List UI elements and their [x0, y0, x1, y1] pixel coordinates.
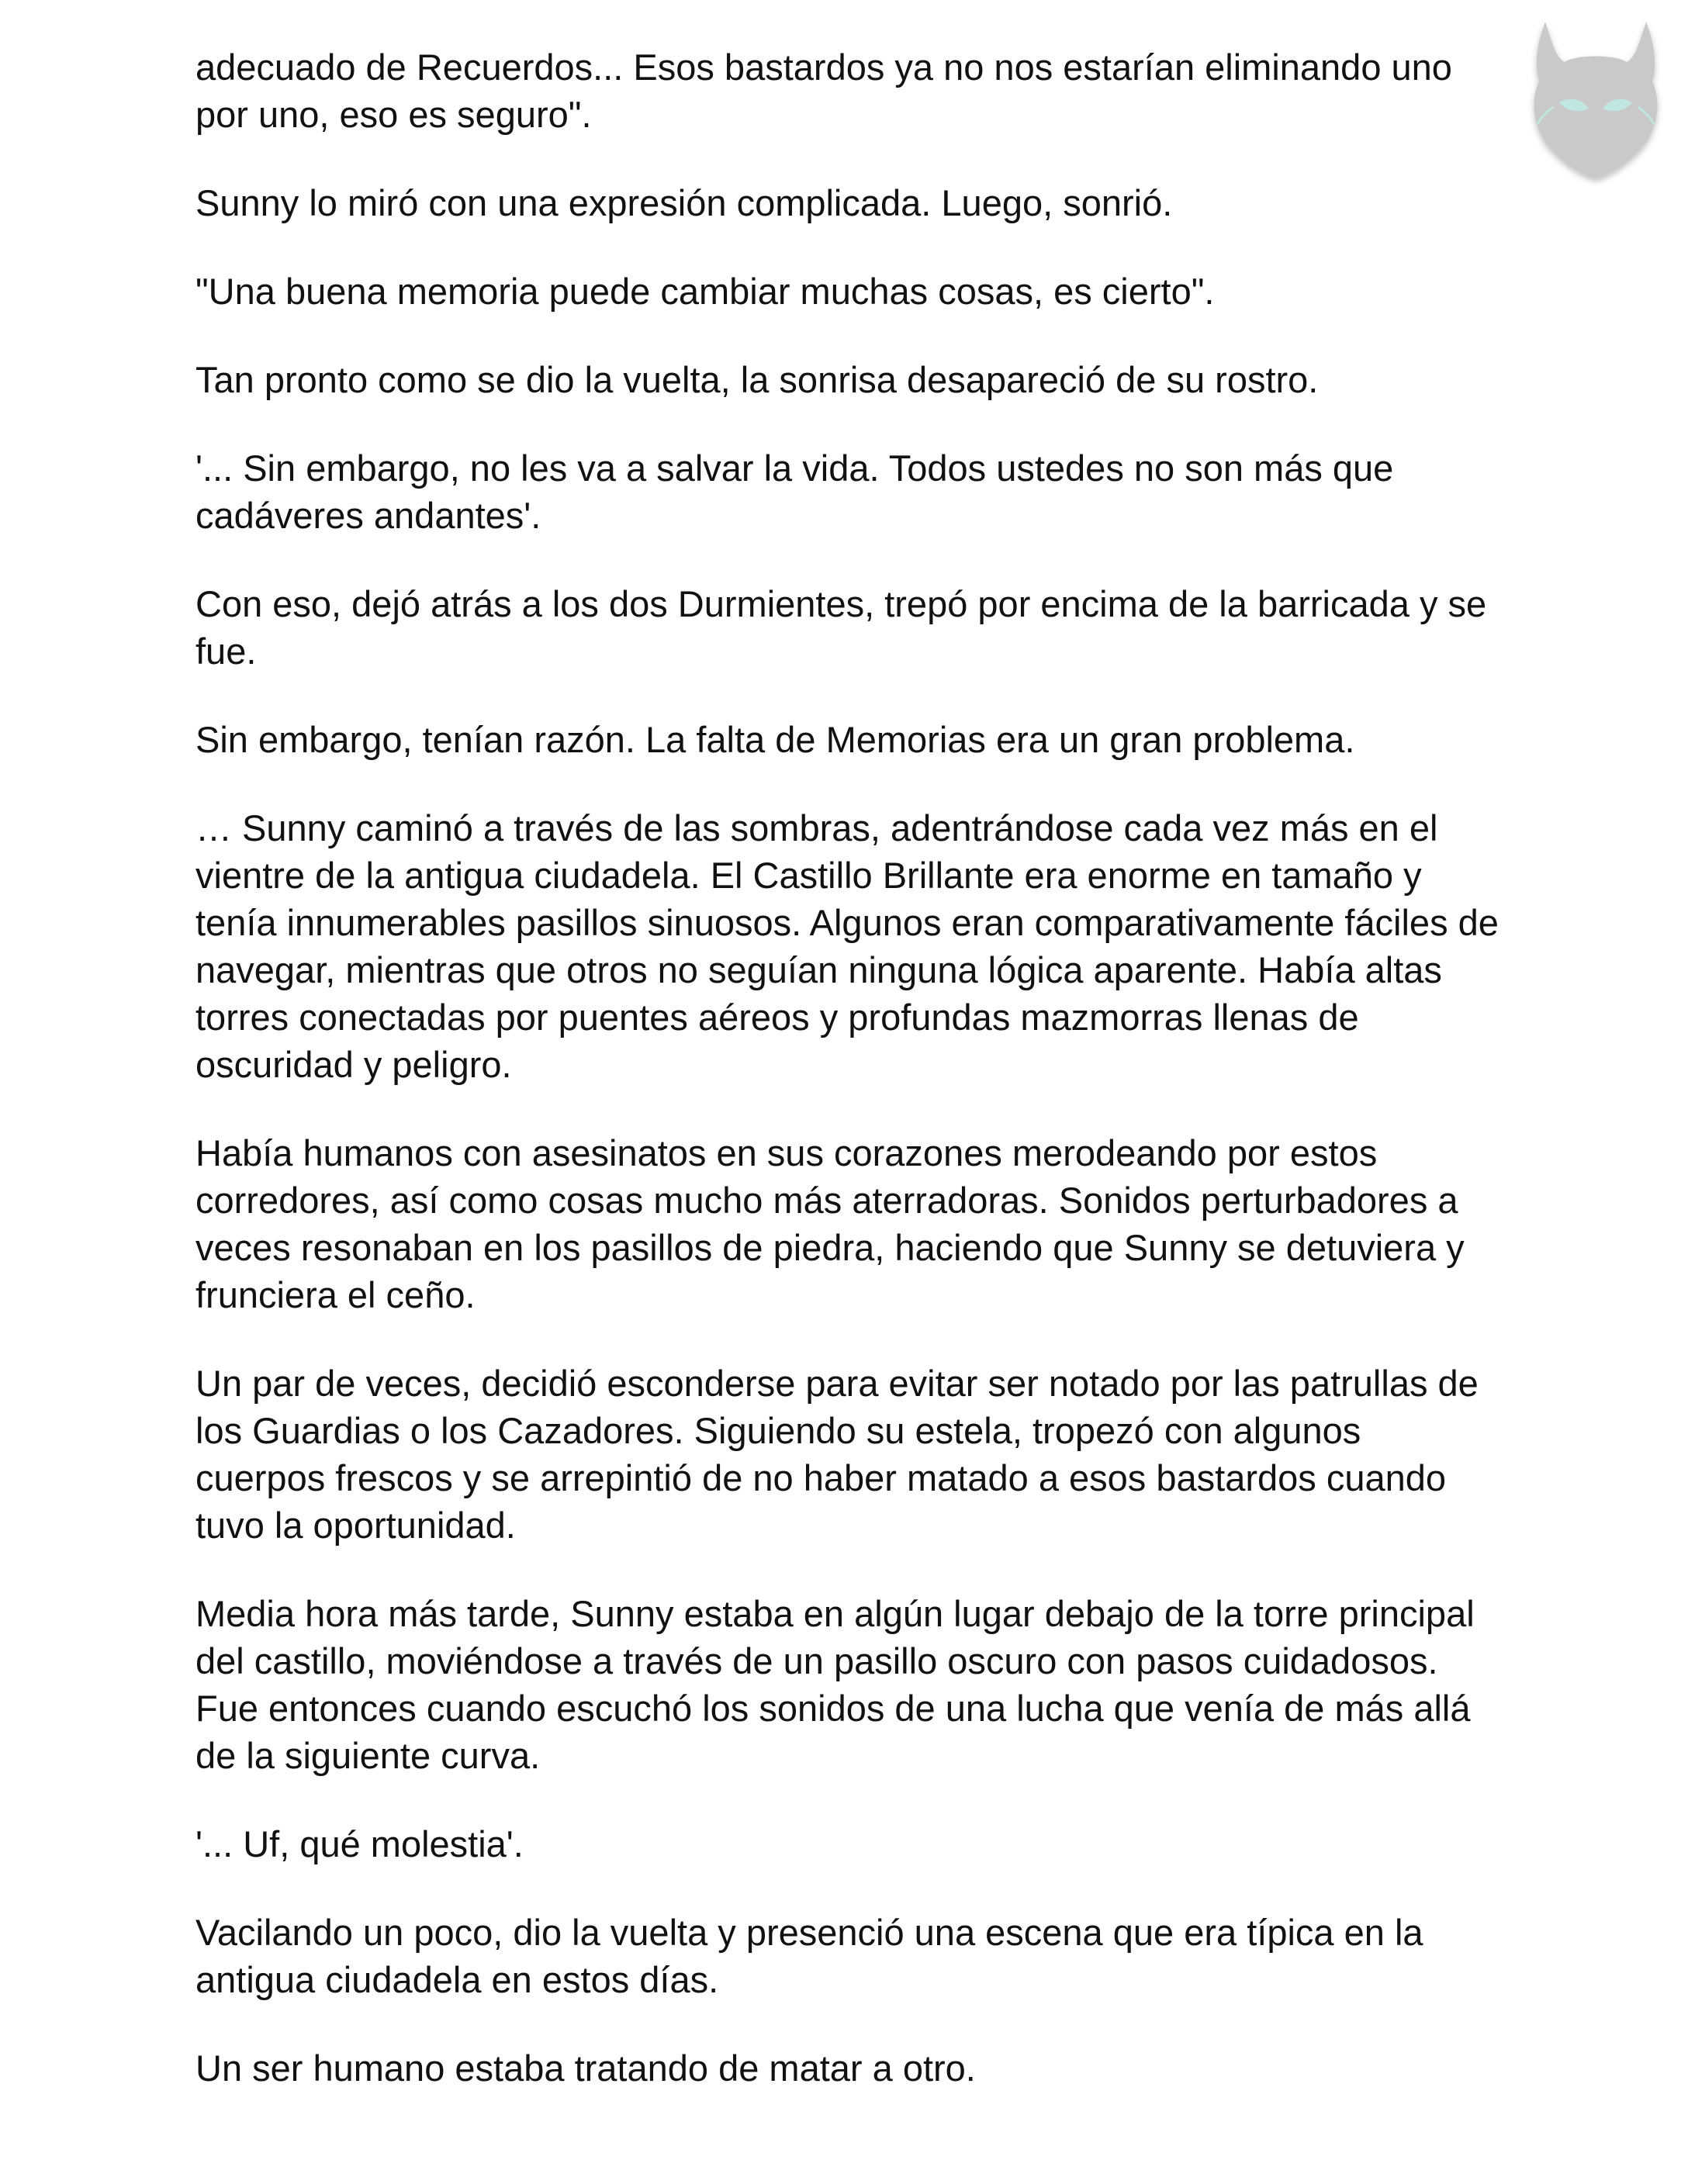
paragraph: Tan pronto como se dio la vuelta, la sonrisa desapareció de su rostro.: [195, 359, 1319, 400]
demon-head-logo-icon: [1522, 16, 1669, 186]
paragraph: Media hora más tarde, Sunny estaba en algún lugar debajo de la torre principal del castillo, moviéndose a través de un pasillo oscuro con pasos cuidadosos. Fue entonces cuando escuchó los sonidos de una lucha que venía de más allá de la siguiente curva.: [195, 1593, 1475, 1776]
paragraph: '... Uf, qué molestia'.: [195, 1823, 524, 1864]
demon-head-icon: [1522, 16, 1669, 186]
demon-head-shape: [1534, 22, 1658, 178]
paragraph: Había humanos con asesinatos en sus corazones merodeando por estos corredores, así como cosas mucho más aterradoras. Sonidos perturbadores a veces resonaban en los pasillos de piedra, haciendo que Sunny se detuviera y frunciera el ceño.: [195, 1132, 1465, 1315]
paragraph: Sunny lo miró con una expresión complicada. Luego, sonrió.: [195, 182, 1173, 223]
paragraph: Un par de veces, decidió esconderse para evitar ser notado por las patrullas de los Guardias o los Cazadores. Siguiendo su estela, tropezó con algunos cuerpos frescos y se arrepintió de no haber matado a esos bastardos cuando tuvo la oportunidad.: [195, 1363, 1479, 1546]
paragraph: "Una buena memoria puede cambiar muchas cosas, es cierto".: [195, 271, 1215, 312]
paragraph: adecuado de Recuerdos... Esos bastardos ya no nos estarían eliminando uno por uno, eso es seguro".: [195, 47, 1452, 135]
paragraph: Con eso, dejó atrás a los dos Durmientes, trepó por encima de la barricada y se fue.: [195, 583, 1487, 672]
paragraph: '... Sin embargo, no les va a salvar la vida. Todos ustedes no son más que cadáveres andantes'.: [195, 448, 1394, 536]
paragraph: … Sunny caminó a través de las sombras, adentrándose cada vez más en el vientre de la antigua ciudadela. El Castillo Brillante era enorme en tamaño y tenía innumerables pasillos sinuosos. Algunos eran comparativamente fáciles de navegar, mientras que otros no seguían ninguna lógica aparente. Había altas torres conectadas por puentes aéreos y profundas mazmorras llenas de oscuridad y peligro.: [195, 807, 1499, 1085]
paragraph: Vacilando un poco, dio la vuelta y presenció una escena que era típica en la antigua ciudadela en estos días.: [195, 1912, 1423, 2000]
paragraph: Un ser humano estaba tratando de matar a otro.: [195, 2047, 976, 2089]
document-body: [195, 43, 1499, 2133]
paragraph: Sin embargo, tenían razón. La falta de Memorias era un gran problema.: [195, 719, 1355, 760]
